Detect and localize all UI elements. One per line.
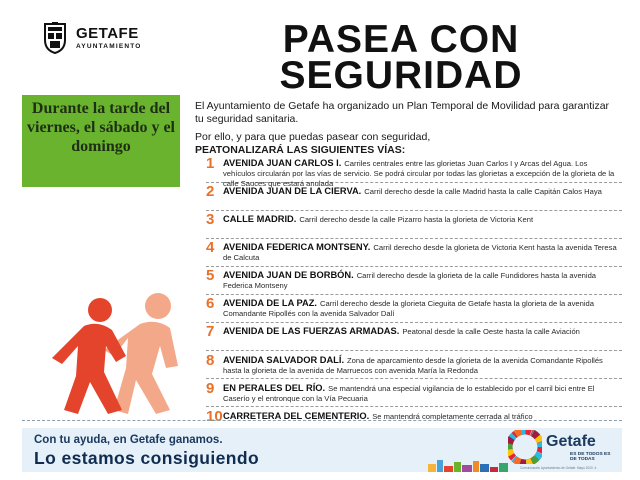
intro-lead: PEATONALIZARÁ LAS SIGUIENTES VÍAS: [195, 143, 406, 156]
route-number: 5 [206, 267, 215, 285]
route-name: AVENIDA JUAN CARLOS I. [223, 158, 342, 168]
sdg-wheel-icon [508, 430, 542, 464]
route-detail: Carril derecho desde la glorieta de la calle Fundidores hasta la avenida Federica Montseny [223, 271, 597, 291]
route-detail: Carril derecho desde la calle Pizarro hasta la glorieta de Victoria Kent [299, 215, 534, 225]
separator [22, 420, 622, 421]
schedule-text: Durante la tarde del viernes, el sábado y el domingo [27, 100, 175, 155]
route-detail: Carril derecho desde la glorieta Cieguita de Getafe hasta la glorieta de la avenida Comandante Ripollés con la avenida Salvador Dalí [223, 299, 594, 319]
route-name: CARRETERA DEL CEMENTERIO. [223, 410, 370, 421]
routes-list [206, 156, 622, 436]
route-item [206, 184, 622, 211]
route-text [223, 298, 619, 319]
route-detail: Se mantendrá una especial vigilancia de lo establecido por el carril bici entre El Caserío y el entronque con la Vía Pecuaria [223, 383, 595, 403]
route-item [206, 353, 622, 380]
route-number: 7 [206, 323, 215, 341]
route-detail: Carril derecho desde la glorieta de Victoria Kent hasta la avenida Teresa de Calcuta [223, 243, 617, 263]
route-detail: Carril derecho desde la calle Madrid hasta la calle Capitán Calos Haya [364, 187, 602, 197]
coat-of-arms-icon [42, 22, 68, 54]
route-detail: Se mantendrá completamente cerrada al tráfico [372, 411, 533, 421]
route-text [223, 186, 619, 197]
route-number: 10 [206, 407, 223, 425]
route-text [223, 214, 619, 225]
route-text [223, 326, 619, 337]
logo-name: GETAFE [76, 25, 139, 42]
route-number: 1 [206, 155, 215, 172]
route-item [206, 381, 622, 408]
route-name: AVENIDA DE LA PAZ. [223, 298, 318, 309]
route-name: AVENIDA JUAN DE LA CIERVA. [223, 186, 362, 197]
city-skyline-icon [428, 458, 508, 472]
route-item [206, 268, 622, 295]
headline [186, 18, 616, 97]
child-walker-figure [52, 298, 126, 414]
credit-text: Comunicación Ayuntamiento de Getafe. Mayo 2020. 4 [520, 466, 597, 470]
intro-paragraph-1: El Ayuntamiento de Getafe ha organizado un Plan Temporal de Movilidad para garantizar tu seguridad sanitaria. [195, 100, 610, 125]
schedule-box [22, 95, 180, 187]
brand-subtitle: ES DE TODOS ES DE TODAS [570, 452, 611, 463]
route-name: AVENIDA JUAN DE BORBÓN. [223, 270, 354, 281]
route-name: AVENIDA SALVADOR DALÍ. [223, 354, 345, 365]
route-item [206, 212, 622, 239]
route-item [206, 324, 622, 351]
route-name: CALLE MADRID. [223, 214, 297, 225]
logo-subtitle: AYUNTAMIENTO [76, 43, 142, 50]
brand-name: Getafe [546, 433, 596, 450]
route-number: 2 [206, 183, 215, 201]
route-detail: Zona de aparcamiento desde la glorieta de la avenida Comandante Ripollés hasta la glorieta de la avenida de Marruecos con avenida María la Redonda [223, 355, 603, 375]
route-text [223, 355, 619, 376]
route-number: 6 [206, 295, 215, 313]
headline-line-2: SEGURIDAD [279, 54, 523, 97]
route-detail: Peatonal desde la calle Oeste hasta la calle Aviación [402, 327, 580, 337]
route-number: 8 [206, 351, 215, 369]
route-item [206, 240, 622, 267]
route-item [206, 296, 622, 323]
footer-banner [22, 428, 622, 472]
route-text [223, 383, 619, 404]
route-text [223, 242, 619, 263]
route-number: 3 [206, 211, 215, 229]
route-name: AVENIDA DE LAS FUERZAS ARMADAS. [223, 326, 400, 337]
intro-paragraph-2: Por ello, y para que puedas pasear con seguridad, [195, 131, 431, 143]
route-item [206, 155, 622, 188]
route-number: 4 [206, 239, 215, 257]
intro [195, 100, 620, 156]
getafe-logo [42, 22, 162, 56]
route-name: AVENIDA FEDERICA MONTSENY. [223, 242, 371, 253]
footer-tagline: Con tu ayuda, en Getafe ganamos. [34, 434, 223, 446]
walkers-illustration [28, 288, 208, 416]
headline-line-1: PASEA CON [282, 18, 520, 61]
footer-slogan: Lo estamos consiguiendo [34, 448, 260, 468]
route-text [223, 270, 619, 291]
route-detail: Carriles centrales entre las glorietas Juan Carlos I y Arcas del Agua. Los vehículos circularán por las vías de servicio. Se podrá circular por todas las glorietas a excepción de la glorieta de la calle Sauces que estará anulada [223, 159, 615, 188]
route-number: 9 [206, 379, 215, 397]
route-name: EN PERALES DEL RÍO. [223, 382, 326, 393]
